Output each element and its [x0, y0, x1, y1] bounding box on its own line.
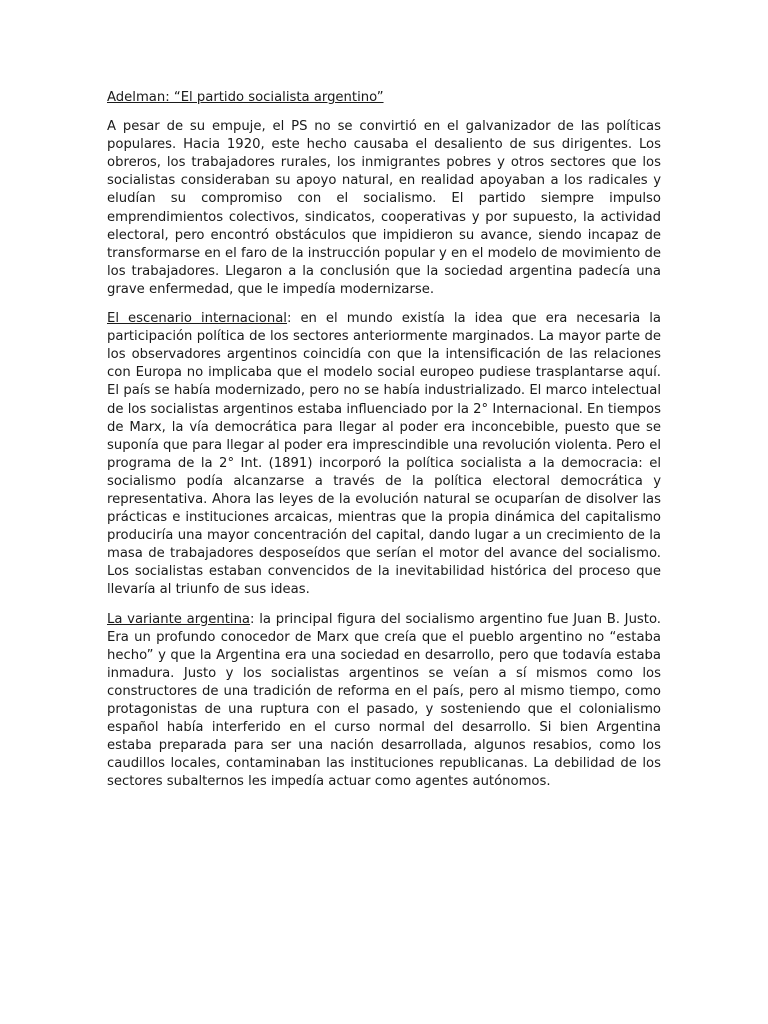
- paragraph-variante-argentina: [107, 611, 661, 792]
- document-title: Adelman: “El partido socialista argentino”: [107, 90, 384, 105]
- heading-separator: :: [250, 611, 260, 627]
- paragraph-intro-text: A pesar de su empuje, el PS no se convirtió en el galvanizador de las políticas populares. Hacia 1920, este hecho causaba el desaliento de sus dirigentes. Los obreros, los trabajadores rurales, los inmigrantes pobres y otros sectores que los socialistas consideraban su apoyo natural, en realidad apoyaban a los radicales y eludían su compromiso con el socialismo. El partido siempre impulso emprendimientos colectivos, sindicatos, cooperativas y por supuesto, la actividad electoral, pero encontró obstáculos que impidieron su avance, siendo incapaz de transformarse en el faro de la instrucción popular y en el modelo de movimiento de los trabajadores. Llegaron a la conclusión que la sociedad argentina padecía una grave enfermedad, que le impedía modernizarse.: [107, 119, 661, 297]
- section-heading-variante-argentina: La variante argentina: [107, 611, 251, 627]
- paragraph-escenario-internacional: [107, 310, 661, 600]
- document-body: [107, 89, 661, 802]
- section-heading-escenario-internacional: El escenario internacional: [107, 311, 287, 327]
- paragraph-intro: [107, 118, 661, 299]
- paragraph-escenario-internacional-text: en el mundo existía la idea que era necesaria la participación política de los sectores anteriormente marginados. La mayor parte de los observadores argentinos coincidía con que la intensificación de las relaciones con Europa no implicaba que el modelo social europeo pudiese trasplantarse aquí. El país se había modernizado, pero no se había industrializado. El marco intelectual de los socialistas argentinos estaba influenciado por la 2° Internacional. En tiempos de Marx, la vía democrática para llegar al poder era inconcebible, puesto que se suponía que para llegar al poder era imprescindible una revolución violenta. Pero el programa de la 2° Int. (1891) incorporó la política socialista a la democracia: el socialismo podía alcanzarse a través de la política electoral democrática y representativa. Ahora las leyes de la evolución natural se ocuparían de disolver las prácticas e instituciones arcaicas, mientras que la propia dinámica del capitalismo produciría una mayor concentración del capital, dando lugar a un crecimiento de la masa de trabajadores desposeídos que serían el motor del avance del socialismo. Los socialistas estaban convencidos de la inevitabilidad histórica del proceso que llevaría al triunfo de sus ideas.: [107, 311, 662, 598]
- heading-separator: :: [286, 311, 301, 327]
- paragraph-variante-argentina-text: la principal figura del socialismo argentino fue Juan B. Justo. Era un profundo conocedor de Marx que creía que el pueblo argentino no “estaba hecho” y que la Argentina era una sociedad en desarrollo, pero que todavía estaba inmadura. Justo y los socialistas argentinos se veían a sí mismos como los constructores de una tradición de reforma en el país, pero al mismo tiempo, como protagonistas de una ruptura con el pasado, y sosteniendo que el colonialismo español había interferido en el curso normal del desarrollo. Si bien Argentina estaba preparada para ser una nación desarrollada, algunos resabios, como los caudillos locales, contaminaban las instituciones republicanas. La debilidad de los sectores subalternos les impedía actuar como agentes autónomos.: [107, 611, 661, 790]
